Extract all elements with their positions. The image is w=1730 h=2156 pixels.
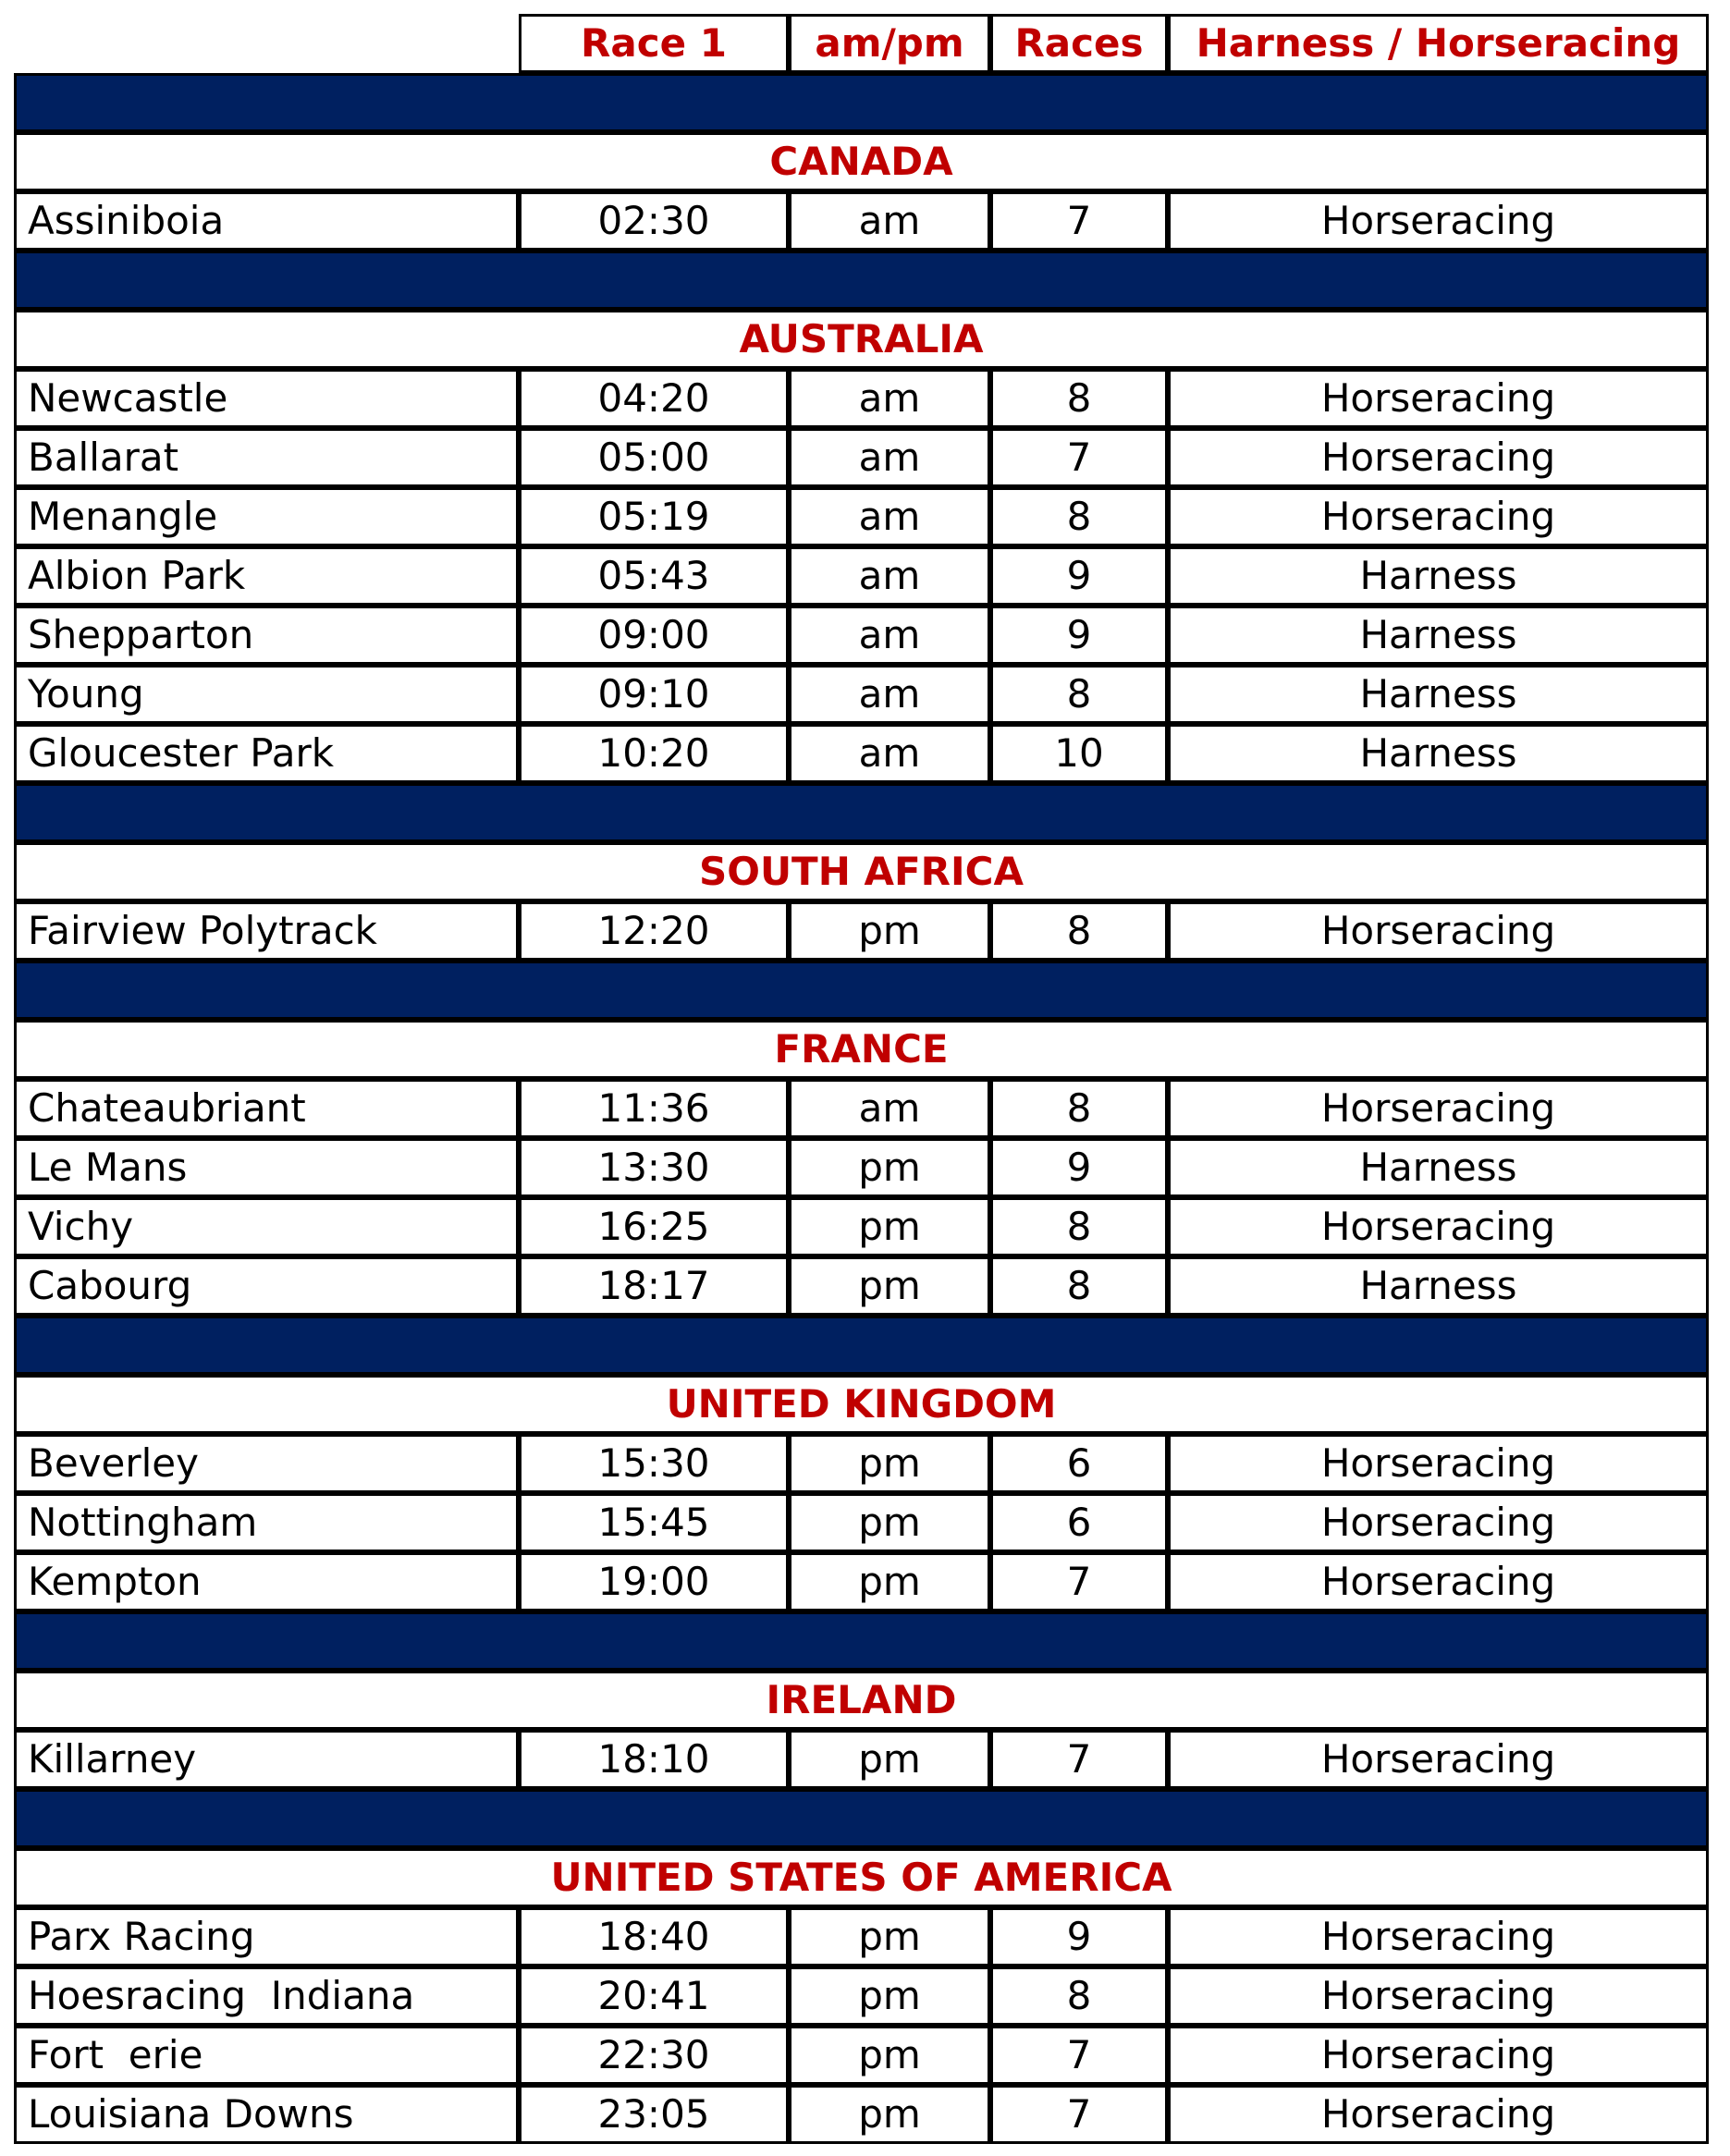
am-pm-header: am/pm (789, 14, 990, 73)
race-type: Harness (1168, 665, 1709, 724)
am-pm-value: am (789, 724, 990, 783)
race-count: 8 (990, 1197, 1168, 1256)
race-1-time: 19:00 (519, 1552, 789, 1611)
race-1-time: 10:20 (519, 724, 789, 783)
venue-name: Beverley (14, 1434, 519, 1493)
am-pm-value: pm (789, 2085, 990, 2144)
race-1-time: 22:30 (519, 2026, 789, 2085)
venue-name: Albion Park (14, 546, 519, 606)
race-type: Horseracing (1168, 1493, 1709, 1552)
race-1-time: 05:00 (519, 428, 789, 487)
race-type: Harness (1168, 546, 1709, 606)
race-count: 7 (990, 1730, 1168, 1789)
race-count: 7 (990, 2026, 1168, 2085)
race-1-time: 12:20 (519, 901, 789, 961)
race-type: Horseracing (1168, 1907, 1709, 1966)
race-1-time: 18:40 (519, 1907, 789, 1966)
race-count: 8 (990, 665, 1168, 724)
am-pm-value: pm (789, 1256, 990, 1316)
race-1-time: 13:30 (519, 1138, 789, 1197)
venue-name: Parx Racing (14, 1907, 519, 1966)
race-count: 7 (990, 1552, 1168, 1611)
race-1-time: 09:10 (519, 665, 789, 724)
venue-name: Newcastle (14, 369, 519, 428)
am-pm-value: pm (789, 1434, 990, 1493)
am-pm-value: pm (789, 1966, 990, 2026)
venue-name: Vichy (14, 1197, 519, 1256)
country-heading: SOUTH AFRICA (14, 842, 1709, 901)
race-1-time: 11:36 (519, 1079, 789, 1138)
race-type: Harness (1168, 1138, 1709, 1197)
race-1-time: 02:30 (519, 191, 789, 251)
race-type-header: Harness / Horseracing (1168, 14, 1709, 73)
am-pm-value: am (789, 369, 990, 428)
venue-name: Chateaubriant (14, 1079, 519, 1138)
country-heading: CANADA (14, 132, 1709, 191)
race-type: Harness (1168, 1256, 1709, 1316)
am-pm-value: pm (789, 1730, 990, 1789)
race-type: Horseracing (1168, 487, 1709, 546)
section-divider-band (14, 1611, 1709, 1671)
race-count: 7 (990, 2085, 1168, 2144)
section-divider-band (14, 1789, 1709, 1848)
race-type: Horseracing (1168, 428, 1709, 487)
race-count: 8 (990, 1256, 1168, 1316)
am-pm-value: pm (789, 901, 990, 961)
am-pm-value: am (789, 191, 990, 251)
venue-name: Gloucester Park (14, 724, 519, 783)
race-count: 8 (990, 369, 1168, 428)
race-1-time: 04:20 (519, 369, 789, 428)
race-1-time: 23:05 (519, 2085, 789, 2144)
race-count: 10 (990, 724, 1168, 783)
race-1-time: 18:17 (519, 1256, 789, 1316)
country-heading: UNITED STATES OF AMERICA (14, 1848, 1709, 1907)
race-1-time: 05:19 (519, 487, 789, 546)
race-count: 8 (990, 1079, 1168, 1138)
venue-name: Assiniboia (14, 191, 519, 251)
race-type: Horseracing (1168, 1730, 1709, 1789)
venue-name: Fairview Polytrack (14, 901, 519, 961)
venue-name: Fort erie (14, 2026, 519, 2085)
am-pm-value: pm (789, 1907, 990, 1966)
venue-name: Young (14, 665, 519, 724)
venue-name: Le Mans (14, 1138, 519, 1197)
race-type: Harness (1168, 606, 1709, 665)
venue-name: Cabourg (14, 1256, 519, 1316)
am-pm-value: pm (789, 1493, 990, 1552)
race-1-time: 20:41 (519, 1966, 789, 2026)
race-type: Horseracing (1168, 369, 1709, 428)
am-pm-value: am (789, 428, 990, 487)
races-header: Races (990, 14, 1168, 73)
venue-name: Killarney (14, 1730, 519, 1789)
am-pm-value: pm (789, 2026, 990, 2085)
country-heading: FRANCE (14, 1020, 1709, 1079)
race-count: 7 (990, 428, 1168, 487)
race-type: Horseracing (1168, 1966, 1709, 2026)
race-count: 6 (990, 1434, 1168, 1493)
venue-name: Nottingham (14, 1493, 519, 1552)
am-pm-value: pm (789, 1552, 990, 1611)
am-pm-value: pm (789, 1138, 990, 1197)
race-count: 6 (990, 1493, 1168, 1552)
am-pm-value: am (789, 665, 990, 724)
race-type: Harness (1168, 724, 1709, 783)
race-count: 9 (990, 546, 1168, 606)
race-1-time: 15:45 (519, 1493, 789, 1552)
venue-name: Shepparton (14, 606, 519, 665)
venue-name: Louisiana Downs (14, 2085, 519, 2144)
race-type: Horseracing (1168, 2085, 1709, 2144)
race-1-header: Race 1 (519, 14, 789, 73)
section-divider-band (14, 251, 1709, 310)
race-count: 8 (990, 1966, 1168, 2026)
am-pm-value: pm (789, 1197, 990, 1256)
am-pm-value: am (789, 546, 990, 606)
am-pm-value: am (789, 487, 990, 546)
section-divider-band (14, 1316, 1709, 1375)
section-divider-band (14, 961, 1709, 1020)
country-heading: UNITED KINGDOM (14, 1375, 1709, 1434)
race-count: 7 (990, 191, 1168, 251)
country-heading: AUSTRALIA (14, 310, 1709, 369)
race-count: 8 (990, 487, 1168, 546)
race-count: 9 (990, 1138, 1168, 1197)
race-count: 9 (990, 1907, 1168, 1966)
section-divider-band (14, 73, 1709, 132)
race-type: Horseracing (1168, 1552, 1709, 1611)
am-pm-value: am (789, 1079, 990, 1138)
race-type: Horseracing (1168, 191, 1709, 251)
race-1-time: 05:43 (519, 546, 789, 606)
race-type: Horseracing (1168, 2026, 1709, 2085)
race-1-time: 16:25 (519, 1197, 789, 1256)
race-type: Horseracing (1168, 1079, 1709, 1138)
venue-name: Kempton (14, 1552, 519, 1611)
race-1-time: 15:30 (519, 1434, 789, 1493)
section-divider-band (14, 783, 1709, 842)
race-type: Horseracing (1168, 1197, 1709, 1256)
country-heading: IRELAND (14, 1671, 1709, 1730)
venue-name: Ballarat (14, 428, 519, 487)
race-type: Horseracing (1168, 901, 1709, 961)
race-count: 8 (990, 901, 1168, 961)
race-1-time: 09:00 (519, 606, 789, 665)
am-pm-value: am (789, 606, 990, 665)
race-1-time: 18:10 (519, 1730, 789, 1789)
race-count: 9 (990, 606, 1168, 665)
venue-name: Menangle (14, 487, 519, 546)
race-type: Horseracing (1168, 1434, 1709, 1493)
venue-name: Hoesracing Indiana (14, 1966, 519, 2026)
